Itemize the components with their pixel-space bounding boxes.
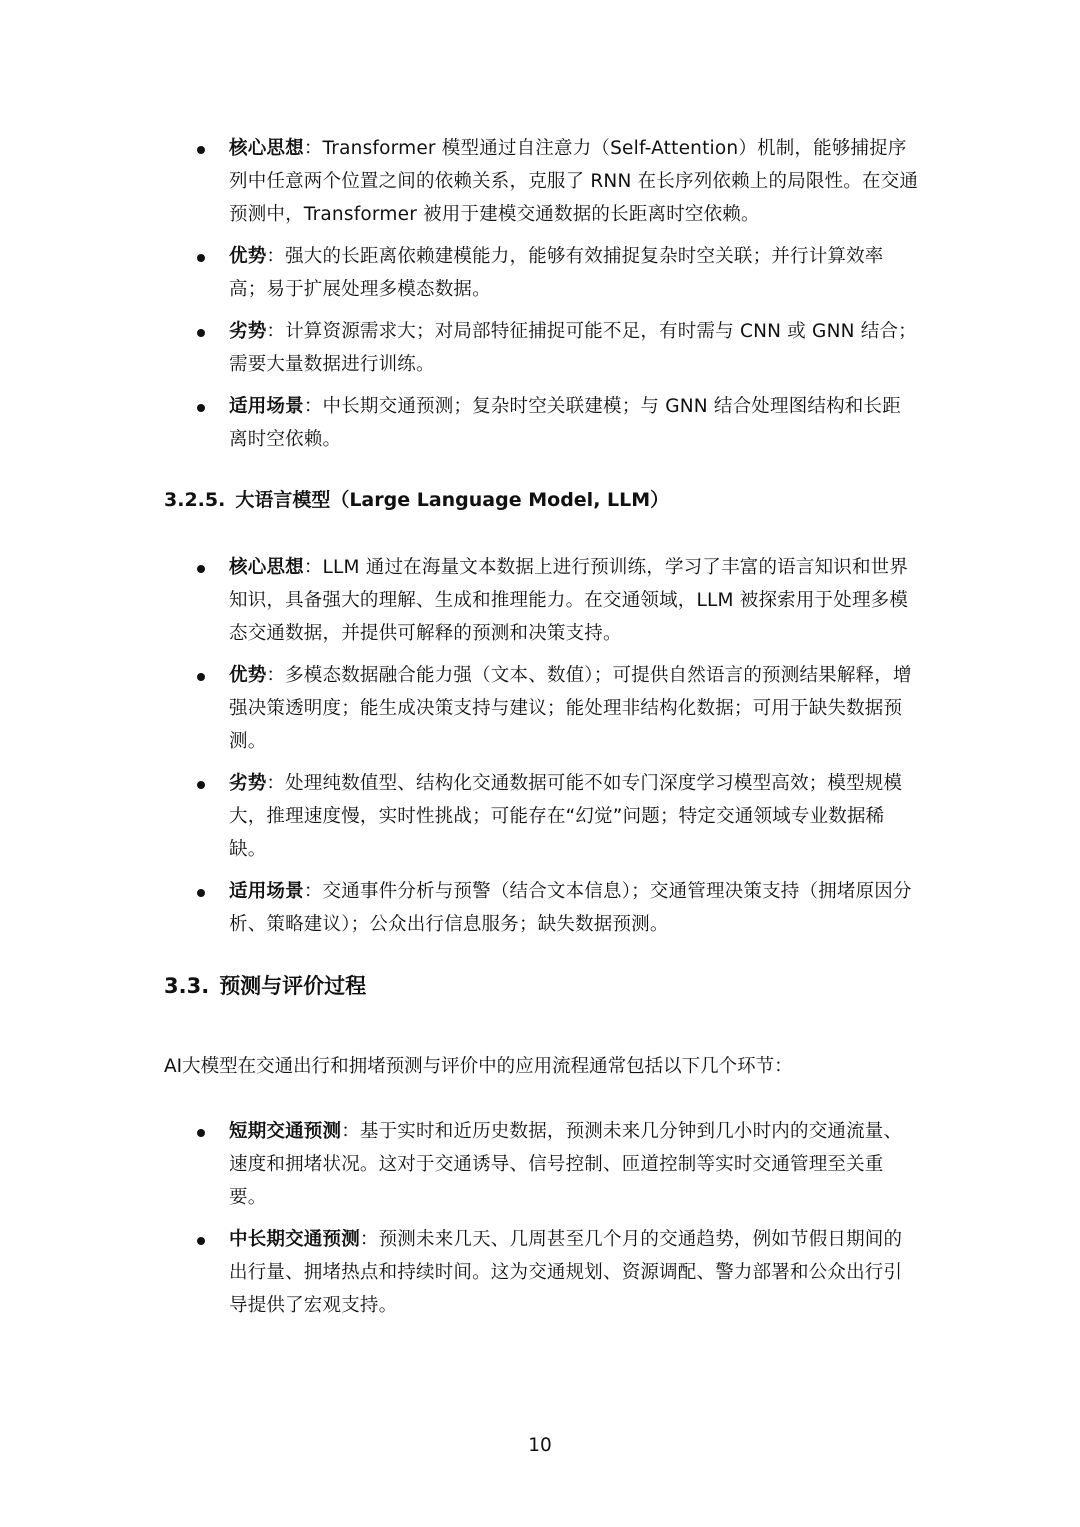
list-item-text: LLM 通过在海量文本数据上进行预训练，学习了丰富的语言知识和世界知识，具备强大的理解、生成和推理能力。在交通领域，LLM 被探索用于处理多模态交通数据，并提供可解释的预测和决策支持。	[229, 557, 909, 644]
list-item-separator: ：	[359, 1229, 379, 1250]
bullet-dot-icon	[197, 1237, 205, 1245]
section-heading-3-2-5	[164, 485, 669, 515]
list-item-term: 核心思想	[229, 557, 304, 578]
list-item	[0, 1115, 919, 1214]
list-item-text: 处理纯数值型、结构化交通数据可能不如专门深度学习模型高效；模型规模大，推理速度慢，实时性挑战；可能存在“幻觉”问题；特定交通领域专业数据稀缺。	[229, 773, 903, 860]
list-item	[0, 132, 919, 231]
list-item-separator: ：	[266, 246, 286, 267]
list-item-term: 优势	[229, 246, 267, 267]
list-item-term: 核心思想	[229, 138, 304, 159]
transformer-bullet-list	[0, 132, 1080, 465]
list-item-text: 预测未来几天、几周甚至几个月的交通趋势，例如节假日期间的出行量、拥堵热点和持续时间。这为交通规划、资源调配、警力部署和公众出行引导提供了宏观支持。	[229, 1229, 903, 1316]
bullet-dot-icon	[197, 404, 205, 412]
bullet-dot-icon	[197, 146, 205, 154]
list-item-separator: ：	[303, 557, 323, 578]
list-item-text: 交通事件分析与预警（结合文本信息）；交通管理决策支持（拥堵原因分析、策略建议）；公众出行信息服务；缺失数据预测。	[229, 881, 912, 935]
section-heading-3-3	[164, 970, 366, 1002]
bullet-dot-icon	[197, 565, 205, 573]
page-number: 10	[528, 1435, 552, 1456]
list-item	[0, 315, 919, 381]
list-item-separator: ：	[303, 138, 323, 159]
list-item-text: Transformer 模型通过自注意力（Self-Attention）机制，能够捕捉序列中任意两个位置之间的依赖关系，克服了 RNN 在长序列依赖上的局限性。在交通预测中，Transformer 被用于建模交通数据的长距离时空依赖。	[229, 138, 919, 225]
list-item-separator: ：	[303, 396, 323, 417]
list-item-term: 适用场景	[229, 881, 304, 902]
list-item-term: 优势	[229, 665, 267, 686]
list-item-separator: ：	[341, 1121, 360, 1142]
list-item-separator: ：	[303, 881, 323, 902]
list-item	[0, 767, 919, 866]
section-number: 3.2.5.	[164, 489, 226, 511]
process-bullet-list	[0, 1115, 1080, 1331]
bullet-dot-icon	[197, 781, 205, 789]
list-item-text: 计算资源需求大；对局部特征捕捉可能不足，有时需与 CNN 或 GNN 结合；需要大量数据进行训练。	[229, 321, 917, 375]
list-item-text: 基于实时和近历史数据，预测未来几分钟到几小时内的交通流量、速度和拥堵状况。这对于交通诱导、信号控制、匝道控制等实时交通管理至关重要。	[229, 1121, 903, 1208]
list-item-term: 中长期交通预测	[229, 1229, 360, 1250]
list-item	[0, 1223, 919, 1322]
bullet-dot-icon	[197, 1129, 205, 1137]
section-number: 3.3.	[164, 974, 210, 998]
list-item-separator: ：	[266, 321, 286, 342]
bullet-dot-icon	[197, 254, 205, 262]
list-item-separator: ：	[266, 665, 286, 686]
list-item-term: 劣势	[229, 321, 267, 342]
bullet-dot-icon	[197, 673, 205, 681]
list-item-text: 强大的长距离依赖建模能力，能够有效捕捉复杂时空关联；并行计算效率高；易于扩展处理多模态数据。	[229, 246, 884, 300]
bullet-dot-icon	[197, 329, 205, 337]
intro-paragraph: AI大模型在交通出行和拥堵预测与评价中的应用流程通常包括以下几个环节：	[164, 1056, 793, 1077]
llm-bullet-list	[0, 551, 1080, 950]
list-item	[0, 390, 919, 456]
list-item-term: 劣势	[229, 773, 267, 794]
list-item-text: 中长期交通预测；复杂时空关联建模；与 GNN 结合处理图结构和长距离时空依赖。	[229, 396, 901, 450]
list-item-separator: ：	[266, 773, 286, 794]
list-item	[0, 659, 919, 758]
list-item-term: 短期交通预测	[229, 1121, 342, 1142]
list-item	[0, 875, 919, 941]
list-item	[0, 240, 919, 306]
list-item	[0, 551, 919, 650]
list-item-term: 适用场景	[229, 396, 304, 417]
section-title: 大语言模型（Large Language Model, LLM）	[235, 489, 670, 511]
section-title: 预测与评价过程	[219, 974, 367, 998]
list-item-text: 多模态数据融合能力强（文本、数值）；可提供自然语言的预测结果解释，增强决策透明度；能生成决策支持与建议；能处理非结构化数据；可用于缺失数据预测。	[229, 665, 912, 752]
bullet-dot-icon	[197, 889, 205, 897]
